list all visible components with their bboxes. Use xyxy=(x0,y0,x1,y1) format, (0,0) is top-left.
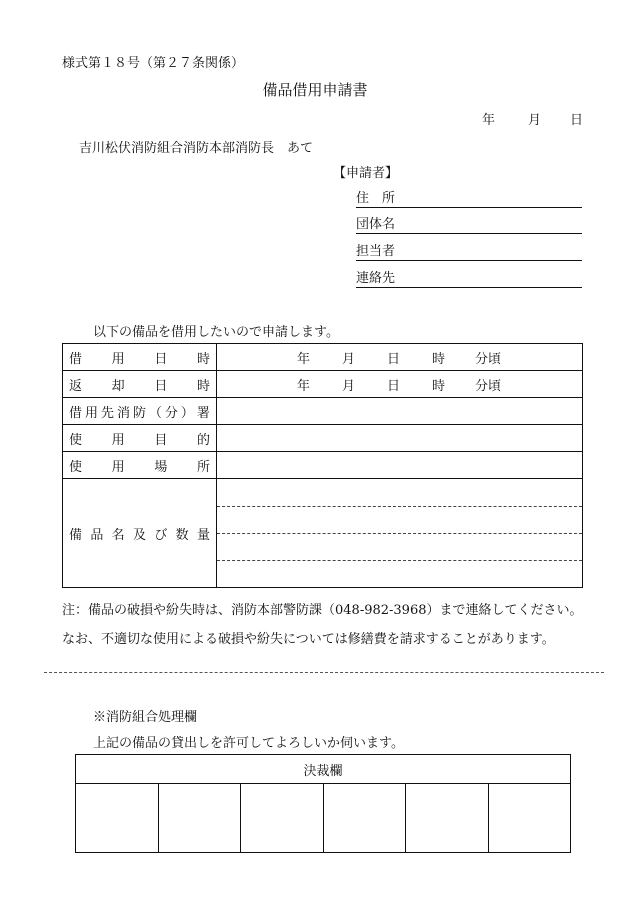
borrow-station-label xyxy=(63,398,217,425)
decision-box[interactable] xyxy=(158,784,241,853)
form-number: 様式第１８号（第２７条関係） xyxy=(62,56,245,71)
label-char: 先 xyxy=(100,405,114,421)
decision-header: 決裁欄 xyxy=(76,755,571,784)
applicant-address-field[interactable] xyxy=(356,187,582,208)
label-char: 時 xyxy=(196,378,210,394)
borrow-table xyxy=(62,343,583,588)
label-char: ） xyxy=(180,405,194,421)
applicant-person-field[interactable] xyxy=(356,240,582,261)
items-dashed-line xyxy=(217,533,582,534)
dt-unit: 分頃 xyxy=(475,378,502,394)
items-dashed-line xyxy=(217,560,582,561)
document-title: 備品借用申請書 xyxy=(262,81,368,99)
label-char: 日 xyxy=(154,351,168,367)
label-char: 防 xyxy=(132,405,146,421)
dt-unit: 分頃 xyxy=(475,351,502,367)
label-char: 的 xyxy=(196,432,210,448)
label-char: 及 xyxy=(132,527,146,543)
intro-text: 以下の備品を借用したいので申請します。 xyxy=(93,325,339,340)
label-char: 数 xyxy=(175,527,189,543)
label-char: 品 xyxy=(90,527,104,543)
label-char: 分 xyxy=(164,405,178,421)
office-use-text: 上記の備品の貸出しを許可してよろしいか伺います。 xyxy=(93,736,404,751)
date-year-label: 年 xyxy=(482,113,496,128)
items-label xyxy=(63,479,217,588)
note-text: 注：備品の破損や紛失時は、消防本部警防課（048-982-3968）まで連絡してください。なお、不適切な使用による破損や紛失については修繕費を請求することがあります。 xyxy=(62,603,583,647)
table-row xyxy=(63,398,583,425)
dt-unit: 年 xyxy=(297,378,311,394)
applicant-heading: 【申請者】 xyxy=(333,166,399,181)
purpose-field[interactable] xyxy=(217,425,583,452)
dt-unit: 時 xyxy=(432,378,446,394)
office-use-heading: ※消防組合処理欄 xyxy=(93,710,198,725)
return-datetime-label xyxy=(63,371,217,398)
items-field[interactable] xyxy=(217,479,583,588)
borrow-datetime-field[interactable] xyxy=(217,344,583,371)
borrow-datetime-label xyxy=(63,344,217,371)
addressee: 吉川松伏消防組合消防本部消防長 あて xyxy=(79,141,314,156)
table-row xyxy=(63,425,583,452)
label-char: 目 xyxy=(154,432,168,448)
label-char: 用 xyxy=(111,459,125,475)
table-row xyxy=(63,479,583,588)
place-field[interactable] xyxy=(217,452,583,479)
label-char: 時 xyxy=(196,351,210,367)
label-char: 用 xyxy=(111,351,125,367)
decision-box[interactable] xyxy=(323,784,406,853)
decision-box[interactable] xyxy=(241,784,324,853)
cut-line-divider xyxy=(44,672,604,673)
label-char: 使 xyxy=(69,459,83,475)
applicant-field-label: 住 所 xyxy=(356,191,396,206)
date-month-label: 月 xyxy=(528,113,542,128)
label-char: 名 xyxy=(111,527,125,543)
table-row xyxy=(63,452,583,479)
label-char: （ xyxy=(148,405,162,421)
dt-unit: 時 xyxy=(432,351,446,367)
dt-unit: 年 xyxy=(297,351,311,367)
label-char: 日 xyxy=(154,378,168,394)
label-char: 場 xyxy=(154,459,168,475)
label-char: 備 xyxy=(69,527,83,543)
table-row xyxy=(63,344,583,371)
decision-table xyxy=(75,754,571,853)
label-char: 量 xyxy=(196,527,210,543)
dt-unit: 月 xyxy=(342,351,356,367)
label-char: 返 xyxy=(69,378,83,394)
label-char: 用 xyxy=(84,405,98,421)
borrow-station-field[interactable] xyxy=(217,398,583,425)
applicant-field-label: 団体名 xyxy=(356,217,396,232)
applicant-organization-field[interactable] xyxy=(356,213,582,234)
label-char: 使 xyxy=(69,432,83,448)
table-row xyxy=(63,371,583,398)
decision-box[interactable] xyxy=(406,784,489,853)
purpose-label xyxy=(63,425,217,452)
applicant-contact-field[interactable] xyxy=(356,267,582,288)
label-char: 借 xyxy=(69,351,83,367)
label-char: 用 xyxy=(111,432,125,448)
date-day-label: 日 xyxy=(570,113,584,128)
return-datetime-field[interactable] xyxy=(217,371,583,398)
label-char: 署 xyxy=(196,405,210,421)
dt-unit: 日 xyxy=(387,378,401,394)
label-char: 借 xyxy=(69,405,83,421)
dt-unit: 月 xyxy=(342,378,356,394)
items-dashed-line xyxy=(217,506,582,507)
label-char: び xyxy=(154,527,168,543)
label-char: 消 xyxy=(116,405,130,421)
decision-box[interactable] xyxy=(488,784,571,853)
applicant-field-label: 担当者 xyxy=(356,244,396,259)
decision-box[interactable] xyxy=(76,784,159,853)
label-char: 却 xyxy=(111,378,125,394)
dt-unit: 日 xyxy=(387,351,401,367)
applicant-field-label: 連絡先 xyxy=(356,271,396,286)
place-label xyxy=(63,452,217,479)
label-char: 所 xyxy=(196,459,210,475)
